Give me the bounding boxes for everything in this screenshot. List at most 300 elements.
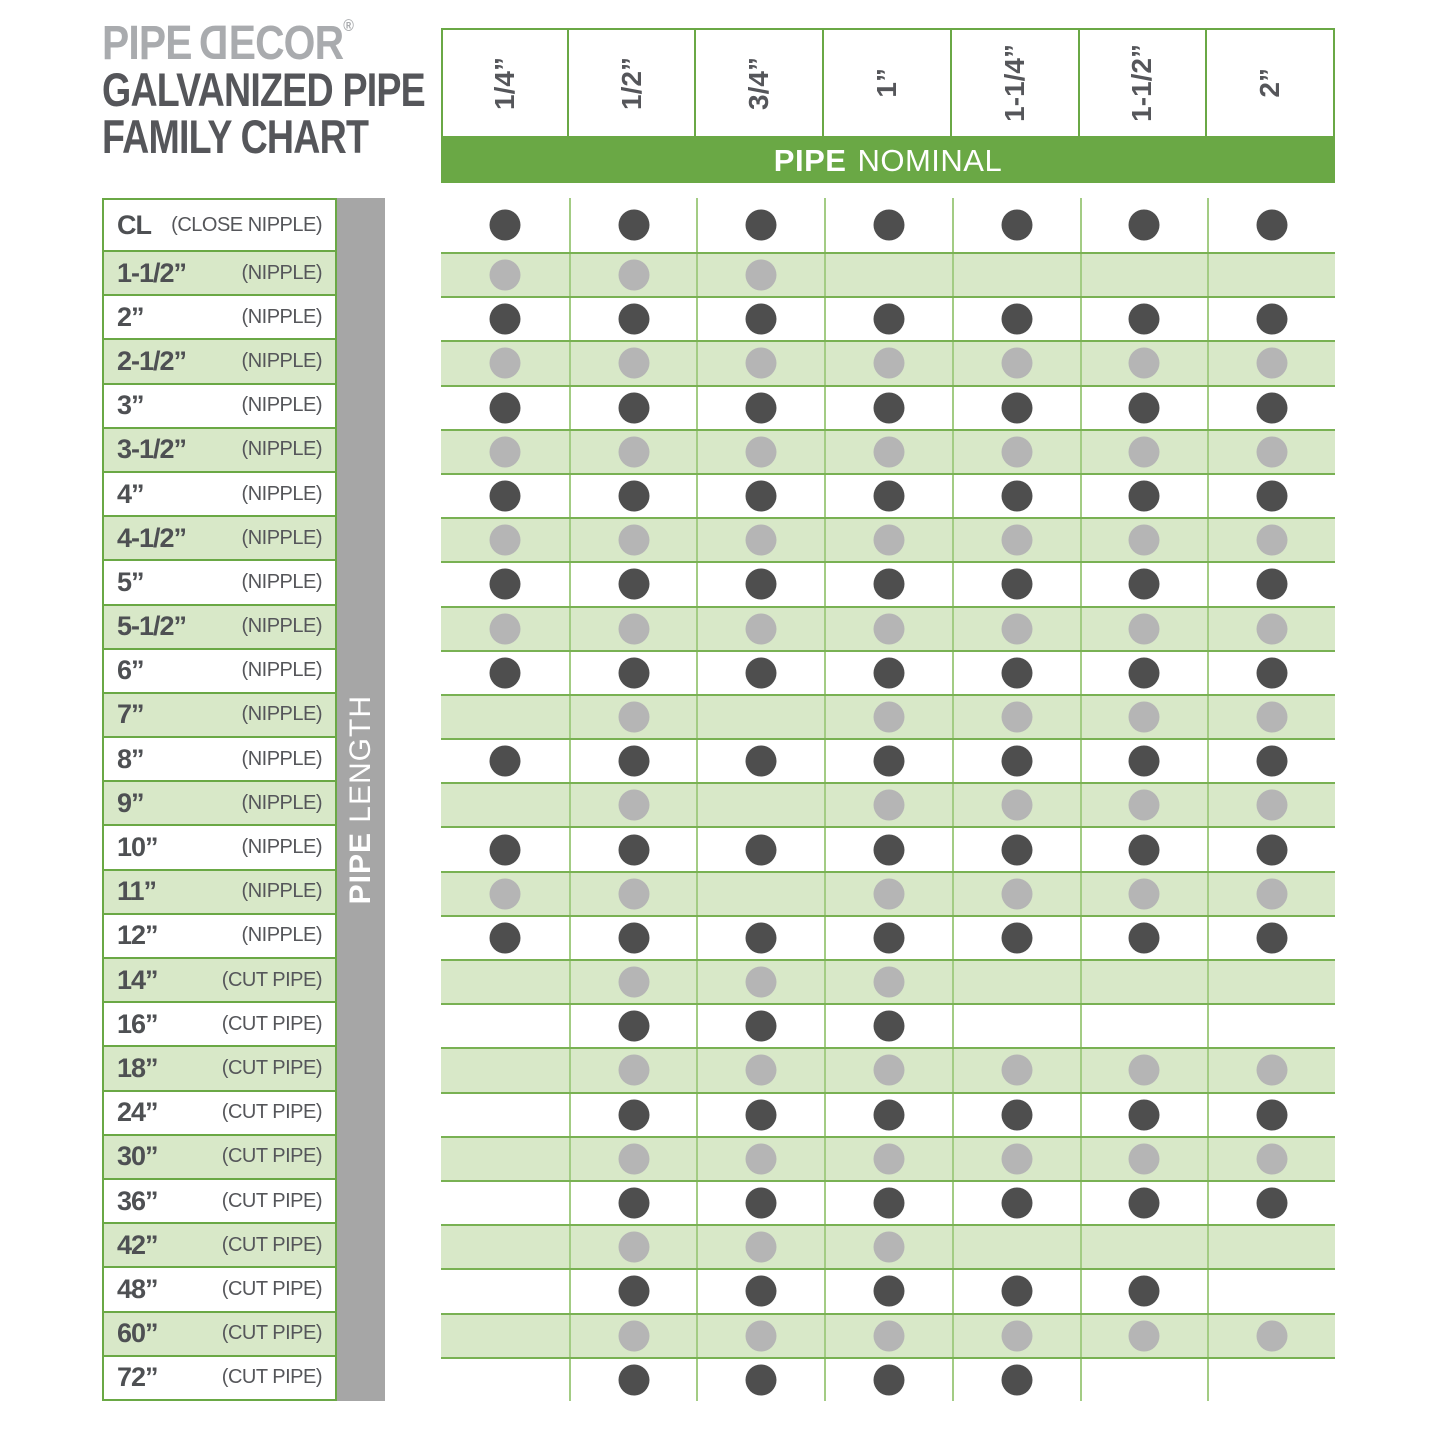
grid-row	[441, 1313, 1335, 1359]
grid-cell	[696, 198, 824, 252]
availability-dot	[1129, 746, 1160, 777]
row-category-label: (NIPPLE)	[241, 482, 322, 505]
column-header-5	[950, 28, 1080, 138]
sidebar-bold-word: PIPE	[344, 831, 377, 905]
grid-cell	[952, 784, 1080, 826]
availability-dot	[1001, 1099, 1032, 1130]
availability-dot	[1129, 304, 1160, 335]
grid-row	[441, 782, 1335, 828]
grid-cell	[952, 1005, 1080, 1047]
availability-dot	[1001, 304, 1032, 335]
grid-cell	[952, 1094, 1080, 1136]
grid-cell	[569, 1270, 697, 1312]
grid-cell	[1207, 828, 1335, 870]
grid-cell	[569, 387, 697, 429]
grid-cell	[1207, 387, 1335, 429]
row-category-label: (CUT PIPE)	[221, 1101, 322, 1124]
grid-cell	[1080, 784, 1208, 826]
grid-cell	[952, 254, 1080, 296]
availability-dot	[489, 481, 520, 512]
availability-dot	[1001, 348, 1032, 379]
grid-row	[441, 1005, 1335, 1047]
availability-dot	[489, 569, 520, 600]
availability-dot	[1129, 613, 1160, 644]
grid-cell	[1207, 1138, 1335, 1180]
grid-cell	[569, 342, 697, 384]
availability-dot	[1129, 481, 1160, 512]
grid-cell	[441, 1182, 569, 1224]
grid-cell	[824, 1049, 952, 1091]
availability-dot	[618, 304, 649, 335]
grid-cell	[952, 1226, 1080, 1268]
availability-dot	[1129, 210, 1160, 241]
grid-cell	[696, 608, 824, 650]
availability-dot	[618, 1011, 649, 1042]
grid-cell	[952, 652, 1080, 694]
grid-cell	[1080, 740, 1208, 782]
row-label	[102, 338, 337, 384]
grid-cell	[824, 1094, 952, 1136]
row-category-label: (CUT PIPE)	[221, 1189, 322, 1212]
grid-cell	[952, 740, 1080, 782]
availability-dot	[1129, 1320, 1160, 1351]
grid-cell	[1080, 652, 1208, 694]
availability-dot	[1129, 1188, 1160, 1219]
grid-cell	[952, 1182, 1080, 1224]
grid-cell	[441, 387, 569, 429]
grid-cell	[696, 1049, 824, 1091]
grid-cell	[1080, 254, 1208, 296]
logo-word-pipe: PIPE	[102, 17, 192, 70]
column-header-6	[1078, 28, 1208, 138]
row-label	[102, 604, 337, 650]
grid-cell	[696, 1359, 824, 1401]
availability-grid	[441, 198, 1335, 1401]
availability-dot	[746, 746, 777, 777]
availability-dot	[618, 348, 649, 379]
grid-cell	[824, 1005, 952, 1047]
grid-cell	[824, 1315, 952, 1357]
grid-cell	[569, 740, 697, 782]
availability-dot	[746, 967, 777, 998]
grid-cell	[824, 431, 952, 473]
registered-trademark-symbol: ®	[343, 16, 354, 35]
availability-dot	[1257, 210, 1288, 241]
grid-cell	[569, 519, 697, 561]
grid-cell	[1207, 961, 1335, 1003]
availability-dot	[1001, 834, 1032, 865]
column-header-label: 1-1/2”	[1126, 44, 1158, 122]
row-size-label: 60”	[117, 1318, 158, 1349]
availability-dot	[1001, 1320, 1032, 1351]
availability-dot	[489, 613, 520, 644]
row-category-label: (CUT PIPE)	[221, 1012, 322, 1035]
availability-dot	[746, 1320, 777, 1351]
grid-cell	[1080, 961, 1208, 1003]
row-label	[102, 250, 337, 296]
row-label	[102, 780, 337, 826]
grid-row	[441, 740, 1335, 782]
grid-cell	[441, 1094, 569, 1136]
availability-dot	[746, 348, 777, 379]
availability-dot	[746, 834, 777, 865]
chart-title-line1: GALVANIZED PIPE	[102, 63, 425, 116]
availability-dot	[1129, 657, 1160, 688]
grid-cell	[569, 431, 697, 473]
chart-title-line2: FAMILY CHART	[102, 110, 369, 163]
pipe-length-bar	[337, 198, 385, 1401]
grid-cell	[696, 342, 824, 384]
grid-cell	[1207, 784, 1335, 826]
availability-dot	[618, 1232, 649, 1263]
grid-cell	[1207, 298, 1335, 340]
grid-cell	[1080, 1270, 1208, 1312]
availability-dot	[873, 657, 904, 688]
grid-cell	[441, 961, 569, 1003]
availability-dot	[873, 1364, 904, 1395]
row-category-label: (NIPPLE)	[241, 570, 322, 593]
grid-cell	[696, 1138, 824, 1180]
row-size-label: 5-1/2”	[117, 611, 187, 642]
availability-dot	[618, 1143, 649, 1174]
row-category-label: (CLOSE NIPPLE)	[171, 213, 322, 236]
pipe-length-label	[344, 695, 378, 904]
grid-row	[441, 828, 1335, 870]
grid-cell	[952, 298, 1080, 340]
sidebar-rest-word: LENGTH	[344, 694, 377, 823]
availability-dot	[618, 436, 649, 467]
availability-dot	[746, 481, 777, 512]
grid-cell	[952, 828, 1080, 870]
availability-dot	[618, 746, 649, 777]
grid-cell	[696, 1005, 824, 1047]
grid-row	[441, 1094, 1335, 1136]
availability-dot	[1001, 922, 1032, 953]
availability-dot	[618, 525, 649, 556]
grid-cell	[1080, 563, 1208, 605]
grid-row	[441, 563, 1335, 605]
availability-dot	[618, 1099, 649, 1130]
grid-cell	[1207, 475, 1335, 517]
availability-dot	[746, 1055, 777, 1086]
grid-cell	[569, 828, 697, 870]
grid-cell	[441, 1138, 569, 1180]
grid-cell	[1207, 740, 1335, 782]
availability-dot	[746, 1188, 777, 1219]
grid-cell	[952, 961, 1080, 1003]
availability-dot	[489, 210, 520, 241]
grid-cell	[696, 873, 824, 915]
row-size-label: 36”	[117, 1185, 158, 1216]
grid-row	[441, 1182, 1335, 1224]
availability-dot	[489, 392, 520, 423]
row-label	[102, 648, 337, 694]
grid-cell	[1080, 873, 1208, 915]
row-size-label: 9”	[117, 787, 144, 818]
availability-dot	[618, 1276, 649, 1307]
row-size-label: 4-1/2”	[117, 522, 187, 553]
row-label	[102, 913, 337, 959]
availability-dot	[746, 1276, 777, 1307]
grid-cell	[1080, 1005, 1208, 1047]
row-label	[102, 515, 337, 561]
availability-dot	[1257, 1188, 1288, 1219]
grid-cell	[569, 961, 697, 1003]
availability-dot	[746, 436, 777, 467]
availability-dot	[873, 1188, 904, 1219]
availability-dot	[1257, 525, 1288, 556]
availability-dot	[618, 701, 649, 732]
availability-dot	[746, 613, 777, 644]
row-category-label: (NIPPLE)	[241, 394, 322, 417]
grid-cell	[569, 254, 697, 296]
row-category-label: (NIPPLE)	[241, 747, 322, 770]
grid-row	[441, 1136, 1335, 1182]
row-category-label: (NIPPLE)	[241, 438, 322, 461]
availability-dot	[873, 348, 904, 379]
grid-cell	[441, 1226, 569, 1268]
grid-cell	[1207, 519, 1335, 561]
row-label	[102, 559, 337, 605]
grid-cell	[1207, 652, 1335, 694]
grid-cell	[952, 387, 1080, 429]
availability-dot	[618, 657, 649, 688]
row-label	[102, 736, 337, 782]
availability-dot	[618, 210, 649, 241]
row-size-label: 18”	[117, 1052, 158, 1083]
row-category-label: (CUT PIPE)	[221, 1366, 322, 1389]
availability-dot	[618, 481, 649, 512]
grid-cell	[824, 563, 952, 605]
grid-cell	[1080, 1094, 1208, 1136]
grid-cell	[696, 475, 824, 517]
row-label	[102, 1222, 337, 1268]
availability-dot	[489, 834, 520, 865]
column-header-label: 1/4”	[488, 56, 520, 110]
row-label	[102, 294, 337, 340]
availability-dot	[618, 392, 649, 423]
availability-dot	[1129, 790, 1160, 821]
availability-dot	[1257, 1099, 1288, 1130]
grid-cell	[1080, 1138, 1208, 1180]
banner-bold-word: PIPE	[773, 142, 847, 178]
grid-row	[441, 917, 1335, 959]
grid-cell	[1207, 1270, 1335, 1312]
grid-cell	[441, 342, 569, 384]
availability-dot	[873, 701, 904, 732]
grid-cell	[824, 298, 952, 340]
availability-dot	[873, 1320, 904, 1351]
grid-cell	[569, 298, 697, 340]
availability-dot	[873, 304, 904, 335]
row-category-label: (NIPPLE)	[241, 261, 322, 284]
column-header-label: 1-1/4”	[998, 44, 1030, 122]
row-size-label: 72”	[117, 1362, 158, 1393]
availability-dot	[1129, 1276, 1160, 1307]
availability-dot	[489, 922, 520, 953]
column-header-4	[822, 28, 952, 138]
availability-dot	[1257, 436, 1288, 467]
grid-cell	[1080, 828, 1208, 870]
grid-cell	[1080, 917, 1208, 959]
grid-cell	[824, 696, 952, 738]
row-size-label: 2”	[117, 301, 144, 332]
availability-dot	[1257, 657, 1288, 688]
availability-dot	[1001, 1188, 1032, 1219]
availability-dot	[1129, 1055, 1160, 1086]
grid-cell	[569, 1182, 697, 1224]
grid-row	[441, 1359, 1335, 1401]
row-label	[102, 692, 337, 738]
grid-cell	[824, 961, 952, 1003]
availability-dot	[1257, 481, 1288, 512]
grid-cell	[441, 740, 569, 782]
column-header-label: 3/4”	[743, 56, 775, 110]
availability-dot	[746, 1099, 777, 1130]
availability-dot	[1129, 392, 1160, 423]
row-size-label: 10”	[117, 832, 158, 863]
grid-cell	[569, 608, 697, 650]
grid-cell	[569, 475, 697, 517]
availability-dot	[618, 922, 649, 953]
grid-cell	[952, 431, 1080, 473]
grid-cell	[441, 198, 569, 252]
grid-cell	[696, 387, 824, 429]
availability-dot	[1129, 834, 1160, 865]
grid-cell	[824, 342, 952, 384]
availability-dot	[489, 657, 520, 688]
grid-cell	[1207, 563, 1335, 605]
row-category-label: (CUT PIPE)	[221, 1056, 322, 1079]
availability-dot	[618, 1188, 649, 1219]
availability-dot	[1257, 834, 1288, 865]
availability-dot	[873, 436, 904, 467]
availability-dot	[618, 260, 649, 291]
grid-cell	[824, 873, 952, 915]
availability-dot	[489, 525, 520, 556]
grid-cell	[441, 1270, 569, 1312]
grid-cell	[952, 608, 1080, 650]
availability-dot	[618, 834, 649, 865]
row-category-label: (NIPPLE)	[241, 659, 322, 682]
availability-dot	[1257, 348, 1288, 379]
row-label-column	[102, 198, 337, 1401]
grid-cell	[696, 828, 824, 870]
grid-row	[441, 959, 1335, 1005]
grid-cell	[1207, 342, 1335, 384]
availability-dot	[873, 525, 904, 556]
grid-cell	[441, 298, 569, 340]
availability-dot	[873, 790, 904, 821]
grid-cell	[696, 917, 824, 959]
grid-cell	[696, 431, 824, 473]
availability-dot	[873, 392, 904, 423]
availability-dot	[489, 348, 520, 379]
grid-row	[441, 652, 1335, 694]
availability-dot	[1001, 210, 1032, 241]
availability-dot	[489, 260, 520, 291]
availability-dot	[1129, 1143, 1160, 1174]
row-category-label: (NIPPLE)	[241, 880, 322, 903]
grid-cell	[441, 254, 569, 296]
grid-row	[441, 198, 1335, 252]
availability-dot	[1001, 481, 1032, 512]
row-label	[102, 869, 337, 915]
row-label	[102, 198, 337, 252]
grid-cell	[696, 784, 824, 826]
logo-word-ecor: ECOR	[228, 17, 344, 70]
grid-cell	[1207, 431, 1335, 473]
row-size-label: 6”	[117, 655, 144, 686]
grid-cell	[1207, 1315, 1335, 1357]
grid-cell	[824, 475, 952, 517]
grid-row	[441, 1270, 1335, 1312]
grid-row	[441, 1047, 1335, 1093]
grid-cell	[824, 917, 952, 959]
grid-cell	[824, 652, 952, 694]
grid-cell	[441, 784, 569, 826]
grid-cell	[824, 784, 952, 826]
column-header-label: 1”	[870, 68, 902, 98]
availability-dot	[618, 613, 649, 644]
grid-cell	[696, 652, 824, 694]
grid-cell	[696, 696, 824, 738]
row-category-label: (CUT PIPE)	[221, 968, 322, 991]
availability-dot	[873, 878, 904, 909]
grid-cell	[441, 1359, 569, 1401]
column-header-1	[441, 28, 569, 138]
availability-dot	[1257, 878, 1288, 909]
grid-cell	[569, 1138, 697, 1180]
grid-cell	[1080, 298, 1208, 340]
grid-cell	[569, 1005, 697, 1047]
row-category-label: (NIPPLE)	[241, 615, 322, 638]
availability-dot	[618, 878, 649, 909]
grid-cell	[441, 519, 569, 561]
availability-dot	[746, 304, 777, 335]
row-label	[102, 1178, 337, 1224]
row-size-label: 7”	[117, 699, 144, 730]
availability-dot	[1257, 790, 1288, 821]
row-size-label: 1-1/2”	[117, 257, 187, 288]
grid-cell	[1080, 608, 1208, 650]
row-size-label: 16”	[117, 1008, 158, 1039]
availability-dot	[618, 1055, 649, 1086]
grid-cell	[952, 873, 1080, 915]
availability-dot	[1001, 525, 1032, 556]
availability-dot	[1257, 1320, 1288, 1351]
row-category-label: (CUT PIPE)	[221, 1277, 322, 1300]
availability-dot	[873, 834, 904, 865]
grid-cell	[824, 1182, 952, 1224]
row-label	[102, 1311, 337, 1357]
grid-cell	[1080, 1359, 1208, 1401]
availability-dot	[873, 210, 904, 241]
grid-cell	[952, 1359, 1080, 1401]
grid-cell	[696, 254, 824, 296]
grid-cell	[1207, 254, 1335, 296]
availability-dot	[873, 1055, 904, 1086]
row-label	[102, 1090, 337, 1136]
grid-cell	[569, 1049, 697, 1091]
grid-cell	[569, 563, 697, 605]
row-category-label: (CUT PIPE)	[221, 1322, 322, 1345]
availability-dot	[1001, 392, 1032, 423]
availability-dot	[1257, 304, 1288, 335]
grid-cell	[824, 387, 952, 429]
availability-dot	[746, 392, 777, 423]
availability-dot	[746, 657, 777, 688]
